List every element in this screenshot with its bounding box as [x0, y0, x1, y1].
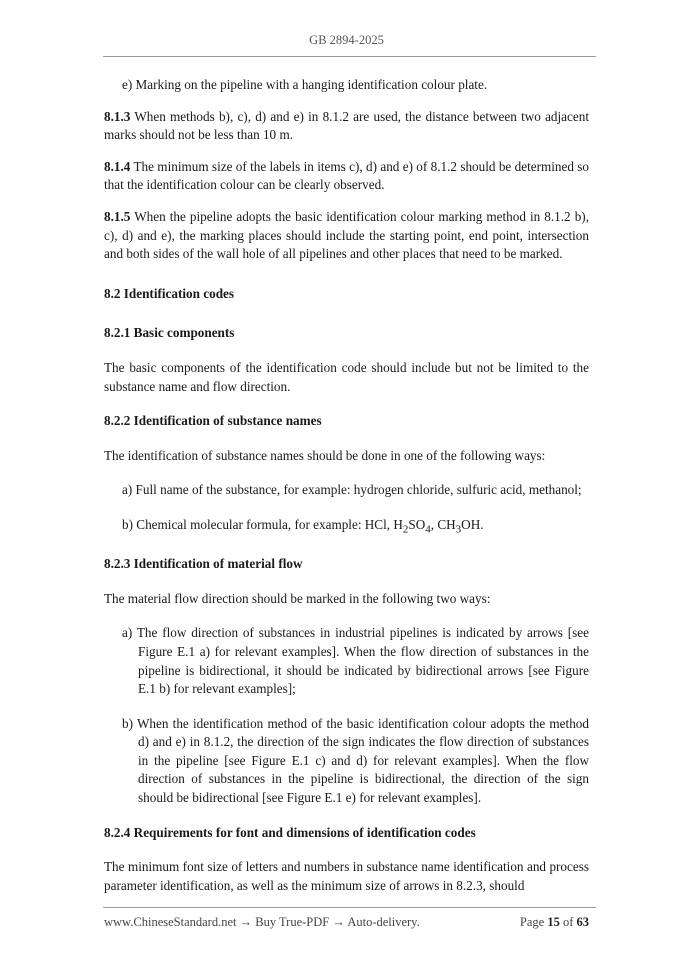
- clause-number: 8.1.3: [104, 108, 131, 124]
- clause-text: The minimum size of the labels in items c), d) and e) of 8.1.2 should be determined so that the identification colour can be clearly observed.: [104, 158, 589, 193]
- page-total: 63: [576, 915, 589, 929]
- buy-true-pdf-link[interactable]: Buy True-PDF: [255, 915, 330, 929]
- document-header: GB 2894-2025: [309, 33, 384, 47]
- list-item-e-marking: e) Marking on the pipeline with a hanging identification colour plate.: [122, 77, 488, 92]
- list-item-8-2-3-a: a) The flow direction of substances in industrial pipelines is indicated by arrows [see Figure E.1 a) for relevant examples]. When the flow direction of substances in the pipeline is bidirectional, it should be indicated by bidirectional arrows [see Figure E.1 b) for relevant examples];: [122, 625, 589, 697]
- arrow-right-icon: →: [332, 915, 345, 929]
- page-indicator: Page 15 of 63: [519, 915, 589, 929]
- page-content: [104, 76, 589, 895]
- auto-delivery-text: Auto-delivery.: [347, 915, 420, 929]
- page-number: 15: [547, 915, 560, 929]
- clause-8-1-3: [104, 108, 589, 145]
- clause-number: 8.1.4: [104, 158, 131, 174]
- clause-text: When methods b), c), d) and e) in 8.1.2 are used, the distance between two adjacent marks should not be less than 10 m.: [104, 108, 589, 143]
- document-footer: [104, 915, 589, 930]
- paragraph-8-2-2: The identification of substance names should be done in one of the following ways:: [104, 447, 546, 463]
- heading-8-2: 8.2 Identification codes: [104, 285, 235, 301]
- list-item-8-2-3-b: b) When the identification method of the basic identification colour adopts the method d) and e) in 8.1.2, the direction of the sign indicates the flow direction of substances in the pipeline [see Figure E.1 c) and d) for relevant examples]. When the flow direction of substances in the pipeline is bidirectional, the direction of the sign should be bidirectional [see Figure E.1 e) for relevant examples].: [122, 715, 589, 806]
- list-item-8-2-2-a: a) Full name of the substance, for example: hydrogen chloride, sulfuric acid, methanol;: [122, 482, 582, 498]
- footer-divider: [103, 907, 596, 908]
- heading-8-2-2: 8.2.2 Identification of substance names: [104, 413, 322, 429]
- paragraph-8-2-3: The material flow direction should be marked in the following two ways:: [104, 590, 491, 606]
- clause-number: 8.1.5: [104, 208, 131, 224]
- paragraph-8-2-1: The basic components of the identification code should include but not be limited to the substance name and flow direction.: [104, 359, 589, 394]
- clause-8-1-5: [104, 208, 589, 264]
- heading-8-2-1: 8.2.1 Basic components: [104, 325, 235, 341]
- arrow-right-icon: →: [239, 915, 253, 929]
- paragraph-8-2-4: The minimum font size of letters and numbers in substance name identification and process parameter identification, as well as the minimum size of arrows in 8.2.3, should: [104, 859, 589, 893]
- clause-8-1-4: [104, 158, 589, 195]
- header-divider: [103, 56, 596, 57]
- website-link[interactable]: www.ChineseStandard.net: [104, 915, 237, 929]
- footer-left: [104, 915, 420, 930]
- clause-text: When the pipeline adopts the basic identification colour marking method in 8.1.2 b), c), d) and e), the marking places should include the starting point, end point, intersection and both sides of the wall hole of all pipelines and other places that need to be marked.: [104, 208, 589, 262]
- heading-8-2-4: 8.2.4 Requirements for font and dimensions of identification codes: [104, 824, 476, 840]
- list-item-8-2-2-b: b) Chemical molecular formula, for example: HCl, $H_2SO_4$, $CH_3OH$.: [122, 516, 484, 536]
- heading-8-2-3: 8.2.3 Identification of material flow: [104, 556, 303, 572]
